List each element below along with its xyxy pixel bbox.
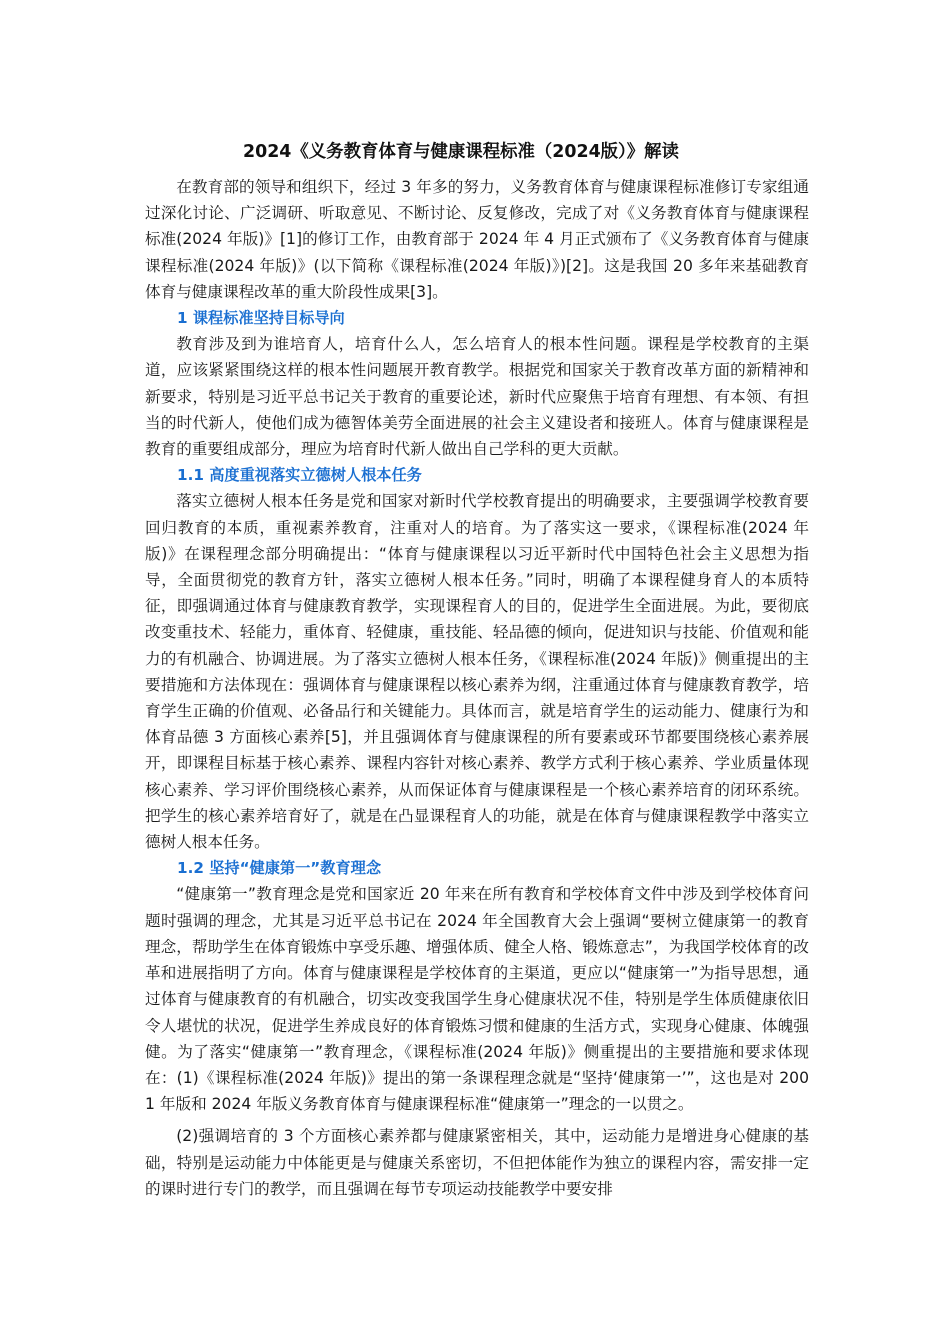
section-heading-1-2: 1.2 坚持“健康第一”教育理念	[177, 859, 382, 878]
document-title: 2024《义务教育体育与健康课程标准（2024版）》解读	[243, 142, 679, 162]
section-1-paragraph: 教育涉及到为谁培育人，培育什么人，怎么培育人的根本性问题。课程是学校教育的主渠道，应该紧紧围绕这样的根本性问题展开教育教学。根据党和国家关于教育改革方面的新精神和新要求，特别是习近平总书记关于教育的重要论述，新时代应聚焦于培育有理想、有本领、有担当的时代新人，使他们成为德智体美劳全面进展的社会主义建设者和接班人。体育与健康课程是教育的重要组成部分，理应为培育时代新人做出自己学科的更大贡献。	[145, 335, 809, 459]
section-1-2-paragraph: “健康第一”教育理念是党和国家近 20 年来在所有教育和学校体育文件中涉及到学校体育问题时强调的理念，尤其是习近平总书记在 2024 年全国教育大会上强调“要树立健康第一的教育理念，帮助学生在体育锻炼中享受乐趣、增强体质、健全人格、锻炼意志”，为我国学校体育的改革和进展指明了方向。体育与健康课程是学校体育的主渠道，更应以“健康第一”为指导思想，通过体育与健康教育的有机融合，切实改变我国学生身心健康状况不佳，特别是学生体质健康依旧令人堪忧的状况，促进学生养成良好的体育锻炼习惯和健康的生活方式，实现身心健康、体魄强健。为了落实“健康第一”教育理念，《课程标准(2024 年版)》侧重提出的主要措施和要求体现在：(1)《课程标准(2024 年版)》提出的第一条课程理念就是“坚持‘健康第一’”，这也是对 2001 年版和 2024 年版义务教育体育与健康课程标准“健康第一”理念的一以贯之。	[145, 885, 809, 1114]
section-heading-1: 1 课程标准坚持目标导向	[177, 309, 345, 328]
section-heading-1-1: 1.1 高度重视落实立德树人根本任务	[177, 466, 422, 485]
section-1-1-paragraph: 落实立德树人根本任务是党和国家对新时代学校教育提出的明确要求，主要强调学校教育要回归教育的本质，重视素养教育，注重对人的培育。为了落实这一要求，《课程标准(2024 年版)》在课程理念部分明确提出：“体育与健康课程以习近平新时代中国特色社会主义思想为指导，全面贯彻党的教育方针，落实立德树人根本任务。”同时，明确了本课程健身育人的本质特征，即强调通过体育与健康教育教学，实现课程育人的目的，促进学生全面进展。为此，要彻底改变重技术、轻能力，重体育、轻健康，重技能、轻品德的倾向，促进知识与技能、价值观和能力的有机融合、协调进展。为了落实立德树人根本任务，《课程标准(2024 年版)》侧重提出的主要措施和方法体现在：强调体育与健康课程以核心素养为纲，注重通过体育与健康教育教学，培育学生正确的价值观、必备品行和关键能力。具体而言，就是培育学生的运动能力、健康行为和体育品德 3 方面核心素养[5]，并且强调体育与健康课程的所有要素或环节都要围绕核心素养展开，即课程目标基于核心素养、课程内容针对核心素养、教学方式利于核心素养、学业质量体现核心素养、学习评价围绕核心素养，从而保证体育与健康课程是一个核心素养培育的闭环系统。把学生的核心素养培育好了，就是在凸显课程育人的功能，就是在体育与健康课程教学中落实立德树人根本任务。	[145, 492, 809, 852]
document-page	[145, 138, 809, 1202]
intro-paragraph: 在教育部的领导和组织下，经过 3 年多的努力，义务教育体育与健康课程标准修订专家组通过深化讨论、广泛调研、听取意见、不断讨论、反复修改，完成了对《义务教育体育与健康课程标准(2024 年版)》[1]的修订工作，由教育部于 2024 年 4 月正式颁布了《义务教育体育与健康课程标准(2024 年版)》(以下简称《课程标准(2024 年版)》)[2]。这是我国 20 多年来基础教育 体育与健康课程改革的重大阶段性成果[3]。	[145, 178, 809, 301]
section-1-2-paragraph-2: (2)强调培育的 3 个方面核心素养都与健康紧密相关，其中，运动能力是增进身心健康的基础，特别是运动能力中体能更是与健康关系密切，不但把体能作为独立的课程内容，需安排一定的课时进行专门的教学，而且强调在每节专项运动技能教学中要安排	[145, 1127, 809, 1198]
